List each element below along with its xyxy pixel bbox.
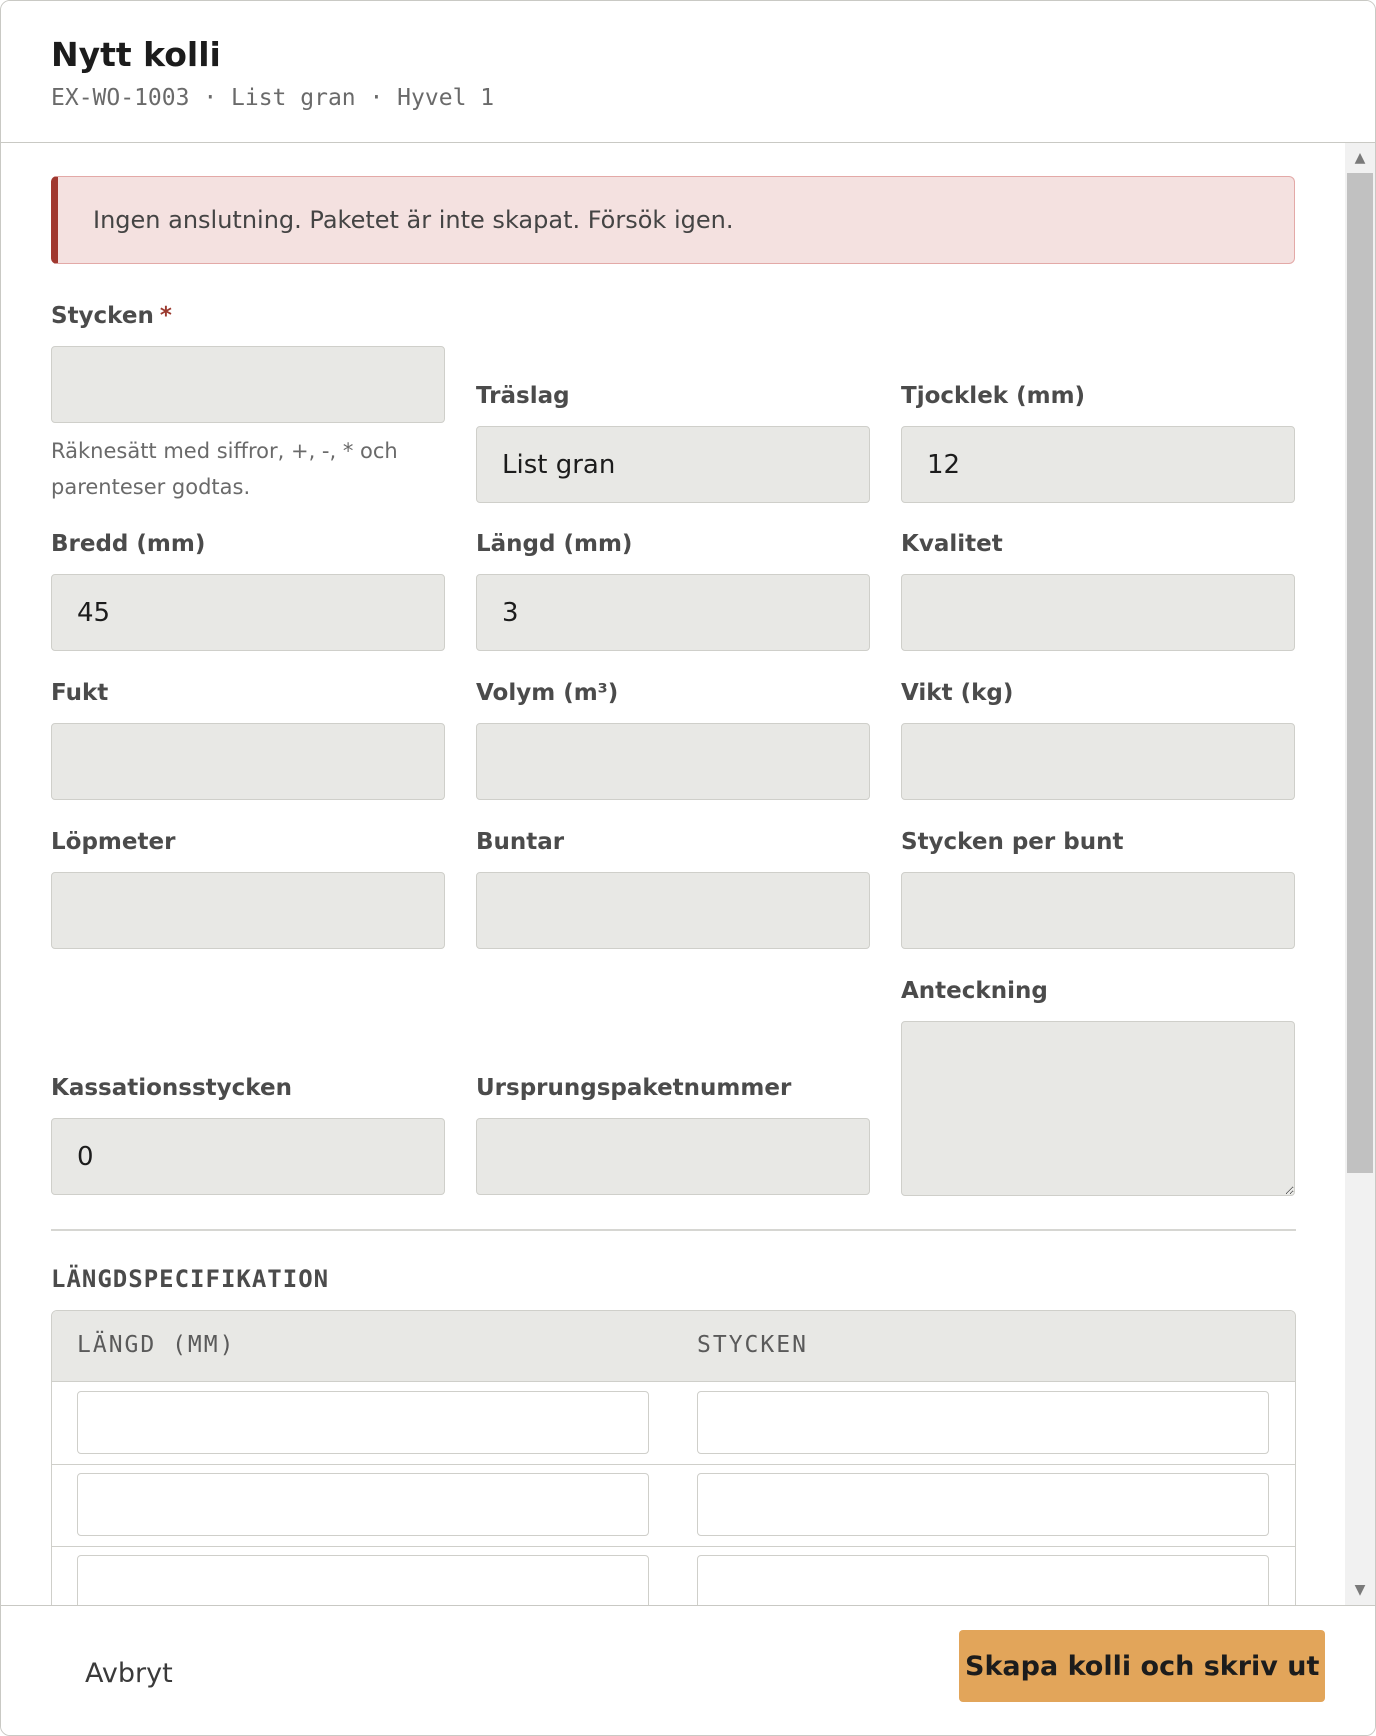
volym-label: Volym (m³) <box>476 680 619 706</box>
bredd-input[interactable] <box>51 574 445 651</box>
row-length-input[interactable] <box>77 1555 649 1605</box>
stycken-hint: Räknesätt med siffror, +, -, * och parenteser godtas. <box>51 439 398 499</box>
traslag-label: Träslag <box>476 383 570 409</box>
dialog-header <box>1 1 1375 143</box>
anteckning-label: Anteckning <box>901 978 1048 1004</box>
lopmeter-input[interactable] <box>51 872 445 949</box>
row-length-input[interactable] <box>77 1391 649 1454</box>
stycken-input[interactable] <box>51 346 445 423</box>
dialog-subtitle: EX-WO-1003 · List gran · Hyvel 1 <box>51 85 495 111</box>
scrollbar-thumb[interactable] <box>1347 173 1373 1173</box>
dialog-footer <box>1 1605 1375 1736</box>
table-row <box>52 1382 1295 1465</box>
dialog-title: Nytt kolli <box>51 35 221 74</box>
dialog-body <box>1 143 1375 1605</box>
stycken-label-text: Stycken <box>51 303 154 329</box>
row-pieces-input[interactable] <box>697 1555 1269 1605</box>
langd-input[interactable] <box>476 574 870 651</box>
row-pieces-input[interactable] <box>697 1473 1269 1536</box>
scroll-up-arrow-icon[interactable]: ▲ <box>1354 150 1366 166</box>
ursprungspaketnummer-input[interactable] <box>476 1118 870 1195</box>
stycken-label <box>51 303 172 329</box>
tjocklek-input[interactable] <box>901 426 1295 503</box>
vertical-scrollbar[interactable] <box>1345 143 1375 1605</box>
traslag-input[interactable] <box>476 426 870 503</box>
kassationsstycken-label: Kassationsstycken <box>51 1075 292 1101</box>
buntar-input[interactable] <box>476 872 870 949</box>
error-alert <box>51 176 1295 264</box>
bredd-label: Bredd (mm) <box>51 531 206 557</box>
anteckning-textarea[interactable] <box>901 1021 1295 1196</box>
kvalitet-input[interactable] <box>901 574 1295 651</box>
stycken-per-bunt-label: Stycken per bunt <box>901 829 1124 855</box>
buntar-label: Buntar <box>476 829 565 855</box>
column-header-length: LÄNGD (MM) <box>77 1332 236 1358</box>
volym-input[interactable] <box>476 723 870 800</box>
fukt-label: Fukt <box>51 680 109 706</box>
table-row <box>52 1464 1295 1547</box>
required-mark: * <box>159 303 172 329</box>
stycken-per-bunt-input[interactable] <box>901 872 1295 949</box>
scroll-down-arrow-icon[interactable]: ▼ <box>1354 1582 1366 1598</box>
column-header-pieces: STYCKEN <box>697 1332 808 1358</box>
kvalitet-label: Kvalitet <box>901 531 1003 557</box>
cancel-button[interactable]: Avbryt <box>61 1643 197 1705</box>
row-length-input[interactable] <box>77 1473 649 1536</box>
ursprungspaketnummer-label: Ursprungspaketnummer <box>476 1075 792 1101</box>
fukt-input[interactable] <box>51 723 445 800</box>
table-header <box>52 1311 1295 1382</box>
kassationsstycken-input[interactable] <box>51 1118 445 1195</box>
vikt-input[interactable] <box>901 723 1295 800</box>
error-alert-message: Ingen anslutning. Paketet är inte skapat. Försök igen. <box>93 206 734 234</box>
tjocklek-label: Tjocklek (mm) <box>901 383 1086 409</box>
length-spec-title: LÄNGDSPECIFIKATION <box>51 1265 330 1293</box>
langd-label: Längd (mm) <box>476 531 633 557</box>
lopmeter-label: Löpmeter <box>51 829 176 855</box>
row-pieces-input[interactable] <box>697 1391 1269 1454</box>
length-spec-table <box>51 1310 1296 1605</box>
create-and-print-button[interactable]: Skapa kolli och skriv ut <box>959 1630 1325 1702</box>
vikt-label: Vikt (kg) <box>901 680 1014 706</box>
section-divider <box>51 1229 1296 1231</box>
table-row <box>52 1546 1295 1605</box>
